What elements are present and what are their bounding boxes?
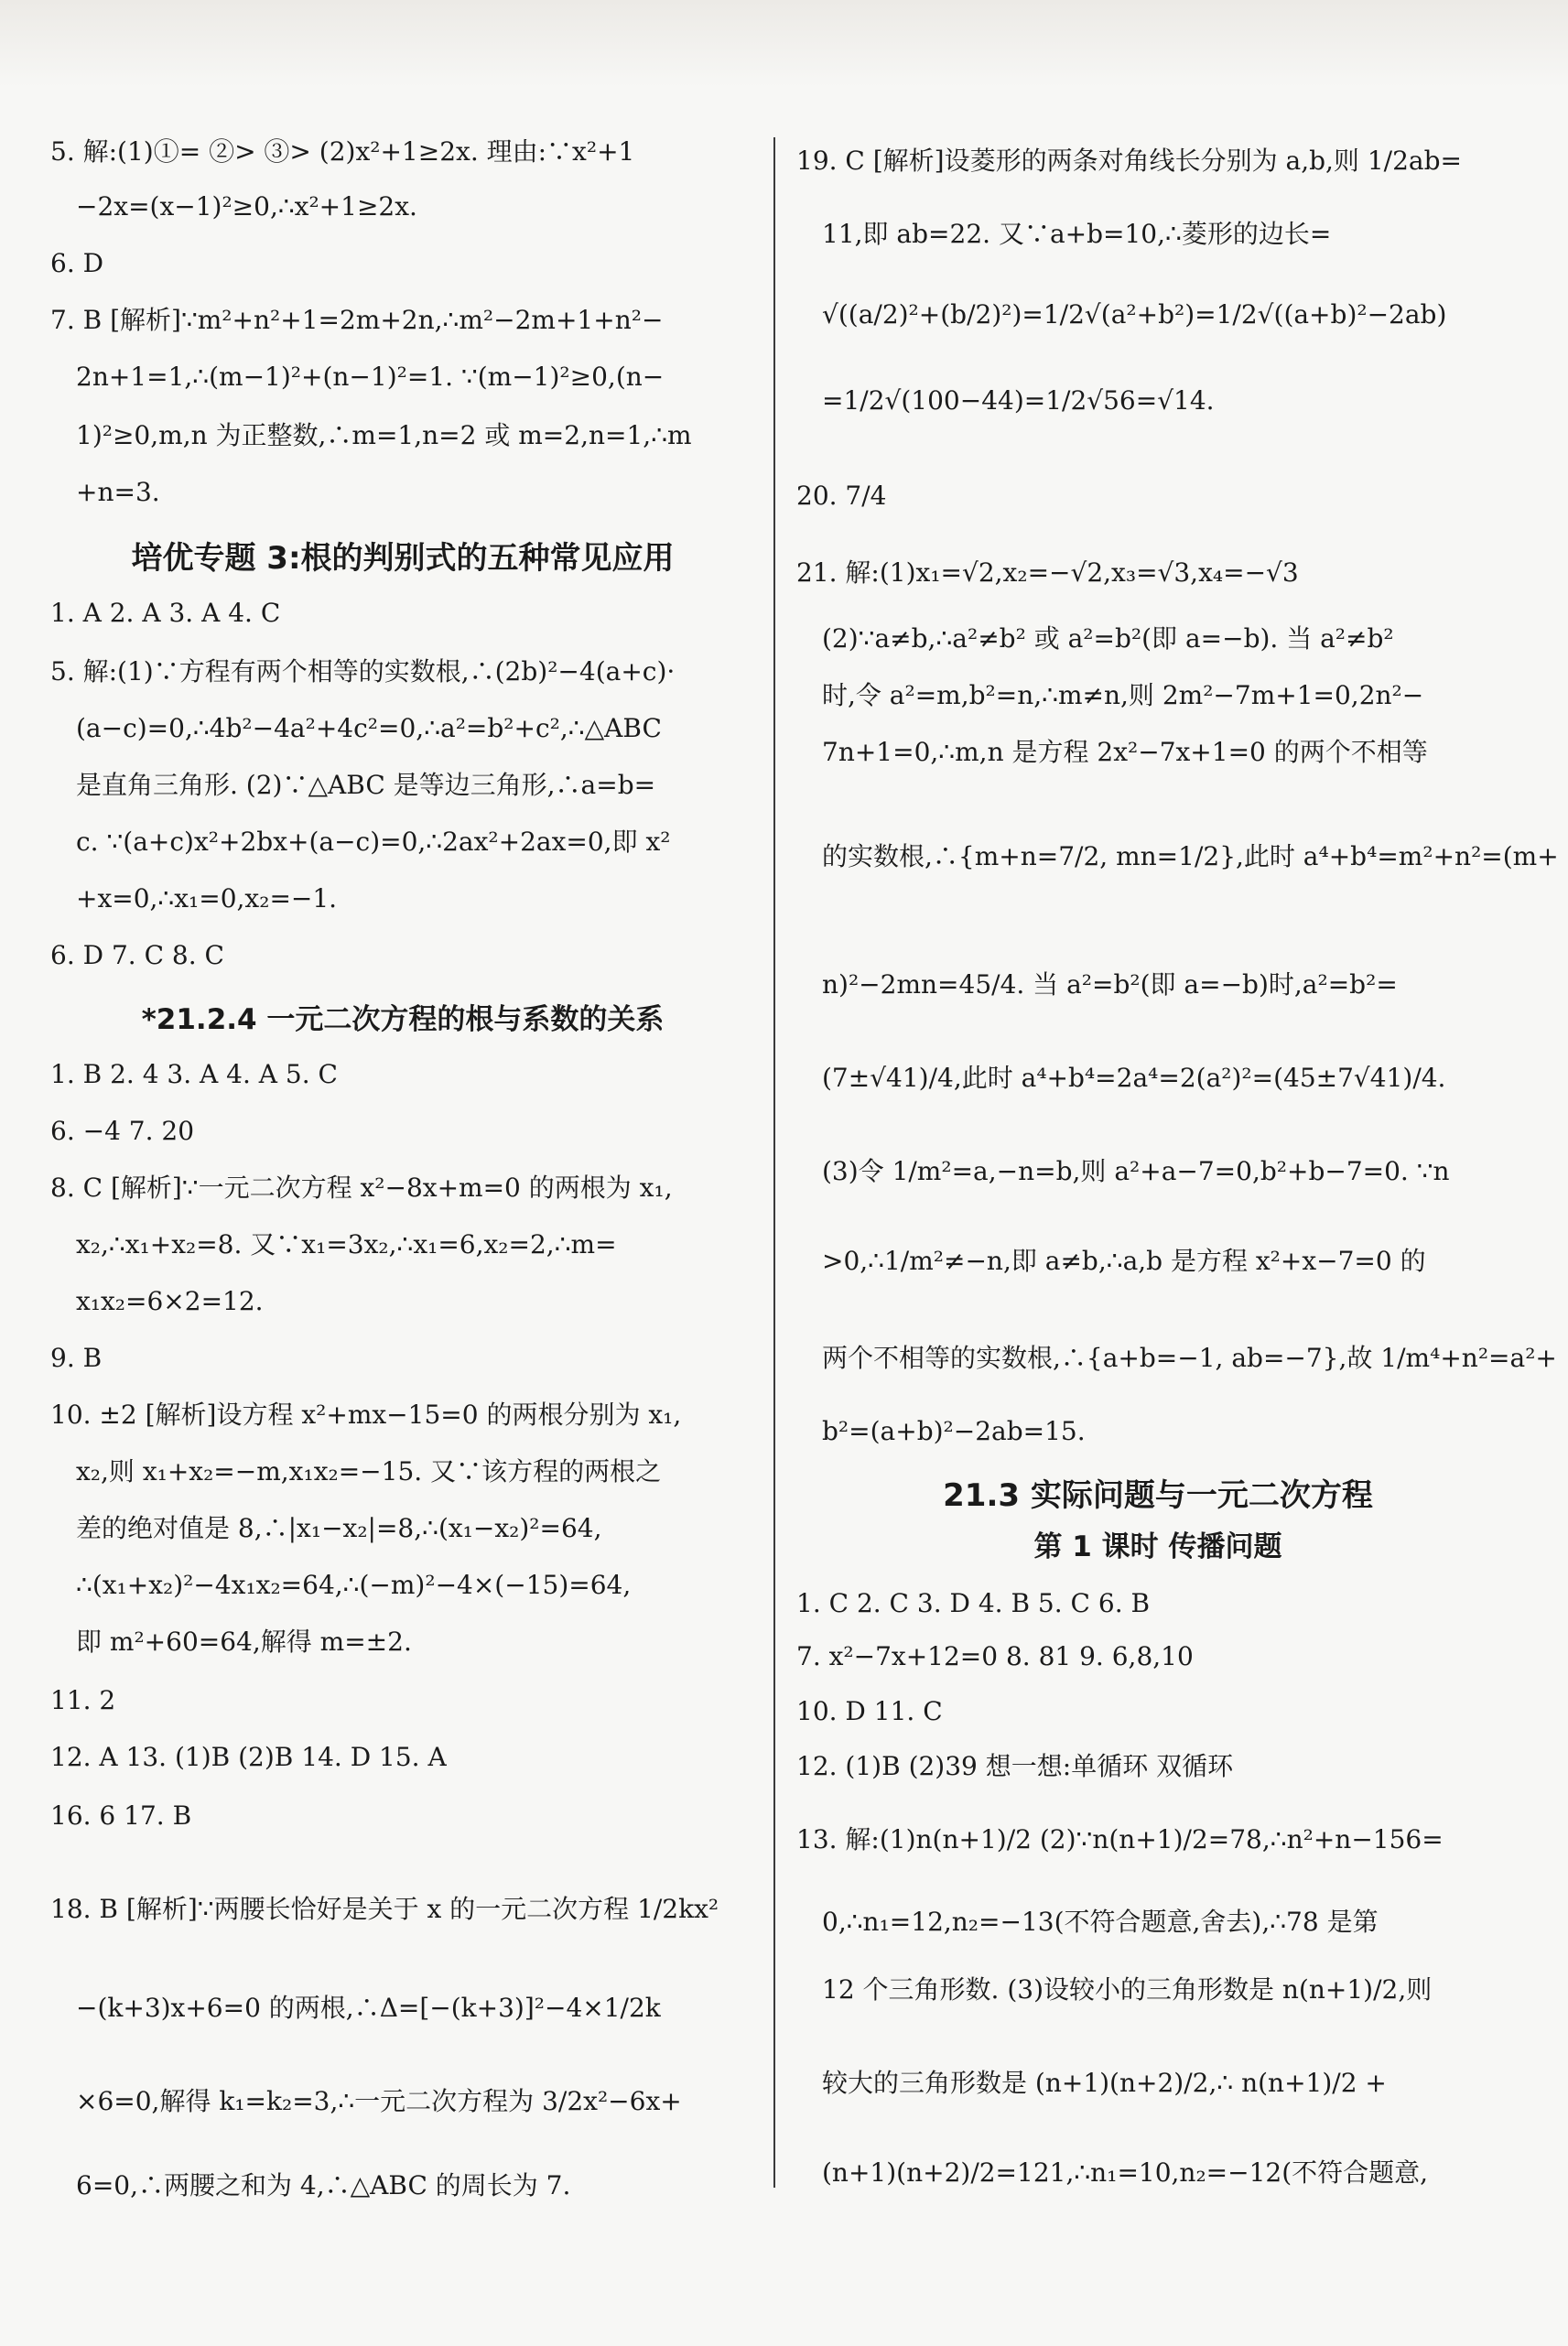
text-line: 21. 解:(1)x₁=√2,x₂=−√2,x₃=√3,x₄=−√3	[796, 557, 1299, 588]
text-line: >0,∴1/m²≠−n,即 a≠b,∴a,b 是方程 x²+x−7=0 的	[822, 1246, 1426, 1276]
text-line: 0,∴n₁=12,n₂=−13(不符合题意,舍去),∴78 是第	[822, 1907, 1379, 1937]
text-line: 5. 解:(1)∵方程有两个相等的实数根,∴(2b)²−4(a+c)·	[50, 656, 676, 687]
text-line: 11. 2	[50, 1685, 116, 1715]
text-line: 12. (1)B (2)39 想一想:单循环 双循环	[796, 1751, 1234, 1781]
lesson-heading: 第 1 课时 传播问题	[1033, 1530, 1282, 1563]
text-line: 6. −4 7. 20	[50, 1116, 195, 1146]
section-heading: 21.3 实际问题与一元二次方程	[943, 1477, 1373, 1514]
text-line: √((a/2)²+(b/2)²)=1/2√(a²+b²)=1/2√((a+b)²−2ab)	[822, 299, 1447, 330]
section-heading: *21.2.4 一元二次方程的根与系数的关系	[141, 1003, 665, 1036]
text-line: 差的绝对值是 8,∴|x₁−x₂|=8,∴(x₁−x₂)²=64,	[76, 1513, 602, 1543]
text-line: x₁x₂=6×2=12.	[76, 1286, 264, 1316]
text-line: 两个不相等的实数根,∴{a+b=−1, ab=−7},故 1/m⁴+n²=a²+	[822, 1343, 1557, 1373]
text-line: 6=0,∴两腰之和为 4,∴△ABC 的周长为 7.	[76, 2170, 571, 2200]
text-line: 5. 解:(1)①= ②> ③> (2)x²+1≥2x. 理由:∵x²+1	[50, 136, 635, 167]
text-line: 10. ±2 [解析]设方程 x²+mx−15=0 的两根分别为 x₁,	[50, 1400, 682, 1430]
text-line: (7±√41)/4,此时 a⁴+b⁴=2a⁴=2(a²)²=(45±7√41)/4.	[822, 1063, 1446, 1093]
text-line: 2n+1=1,∴(m−1)²+(n−1)²=1. ∵(m−1)²≥0,(n−	[76, 362, 665, 392]
text-line: −(k+3)x+6=0 的两根,∴Δ=[−(k+3)]²−4×1/2k	[76, 1993, 661, 2023]
column-divider	[773, 137, 775, 2188]
text-line: ∴(x₁+x₂)²−4x₁x₂=64,∴(−m)²−4×(−15)=64,	[76, 1570, 632, 1600]
text-line: 16. 6 17. B	[50, 1800, 192, 1831]
text-line: n)²−2mn=45/4. 当 a²=b²(即 a=−b)时,a²=b²=	[822, 969, 1398, 1000]
text-line: b²=(a+b)²−2ab=15.	[822, 1416, 1086, 1446]
text-line: +x=0,∴x₁=0,x₂=−1.	[76, 883, 338, 914]
text-line: 6. D 7. C 8. C	[50, 940, 224, 970]
special-topic-heading: 培优专题 3:根的判别式的五种常见应用	[131, 540, 675, 577]
text-line: 1)²≥0,m,n 为正整数,∴m=1,n=2 或 m=2,n=1,∴m	[76, 420, 692, 450]
text-line: 较大的三角形数是 (n+1)(n+2)/2,∴ n(n+1)/2 +	[822, 2068, 1387, 2098]
text-line: x₂,则 x₁+x₂=−m,x₁x₂=−15. 又∵该方程的两根之	[76, 1456, 662, 1487]
text-line: x₂,∴x₁+x₂=8. 又∵x₁=3x₂,∴x₁=6,x₂=2,∴m=	[76, 1229, 617, 1259]
text-line: 是直角三角形. (2)∵△ABC 是等边三角形,∴a=b=	[76, 770, 656, 800]
text-line: 的实数根,∴{m+n=7/2, mn=1/2},此时 a⁴+b⁴=m²+n²=(m+	[822, 841, 1559, 871]
text-line: 1. C 2. C 3. D 4. B 5. C 6. B	[796, 1588, 1151, 1618]
text-line: 7. B [解析]∵m²+n²+1=2m+2n,∴m²−2m+1+n²−	[50, 305, 664, 335]
text-line: 1. B 2. 4 3. A 4. A 5. C	[50, 1059, 338, 1089]
text-line: 7. x²−7x+12=0 8. 81 9. 6,8,10	[796, 1641, 1194, 1671]
text-line: 10. D 11. C	[796, 1696, 943, 1726]
text-line: 12. A 13. (1)B (2)B 14. D 15. A	[50, 1742, 447, 1772]
text-line: ×6=0,解得 k₁=k₂=3,∴一元二次方程为 3/2x²−6x+	[76, 2086, 682, 2116]
text-line: 11,即 ab=22. 又∵a+b=10,∴菱形的边长=	[822, 219, 1332, 249]
left-column	[50, 110, 755, 2215]
text-line: 1. A 2. A 3. A 4. C	[50, 598, 281, 628]
text-line: 8. C [解析]∵一元二次方程 x²−8x+m=0 的两根为 x₁,	[50, 1173, 673, 1203]
text-line: 20. 7/4	[796, 481, 887, 511]
text-line: 即 m²+60=64,解得 m=±2.	[76, 1627, 412, 1657]
scan-shadow	[0, 0, 1568, 87]
text-line: (n+1)(n+2)/2=121,∴n₁=10,n₂=−12(不符合题意,	[822, 2157, 1429, 2188]
text-line: (3)令 1/m²=a,−n=b,则 a²+a−7=0,b²+b−7=0. ∵n	[822, 1156, 1450, 1186]
text-line: 7n+1=0,∴m,n 是方程 2x²−7x+1=0 的两个不相等	[822, 737, 1428, 767]
text-line: 18. B [解析]∵两腰长恰好是关于 x 的一元二次方程 1/2kx²	[50, 1894, 719, 1924]
text-line: +n=3.	[76, 477, 160, 507]
text-line: −2x=(x−1)²≥0,∴x²+1≥2x.	[76, 191, 417, 222]
text-line: (a−c)=0,∴4b²−4a²+4c²=0,∴a²=b²+c²,∴△ABC	[76, 713, 662, 743]
text-line: (2)∵a≠b,∴a²≠b² 或 a²=b²(即 a=−b). 当 a²≠b²	[822, 623, 1394, 654]
text-line: 12 个三角形数. (3)设较小的三角形数是 n(n+1)/2,则	[822, 1974, 1433, 2005]
text-line: =1/2√(100−44)=1/2√56=√14.	[822, 385, 1215, 416]
text-line: 9. B	[50, 1343, 103, 1373]
text-line: 时,令 a²=m,b²=n,∴m≠n,则 2m²−7m+1=0,2n²−	[822, 680, 1424, 710]
text-line: 19. C [解析]设菱形的两条对角线长分别为 a,b,则 1/2ab=	[796, 146, 1462, 176]
right-column	[796, 110, 1559, 2215]
text-line: 6. D	[50, 248, 104, 278]
text-line: 13. 解:(1)n(n+1)/2 (2)∵n(n+1)/2=78,∴n²+n−156=	[796, 1824, 1444, 1854]
text-line: c. ∵(a+c)x²+2bx+(a−c)=0,∴2ax²+2ax=0,即 x²	[76, 827, 671, 857]
